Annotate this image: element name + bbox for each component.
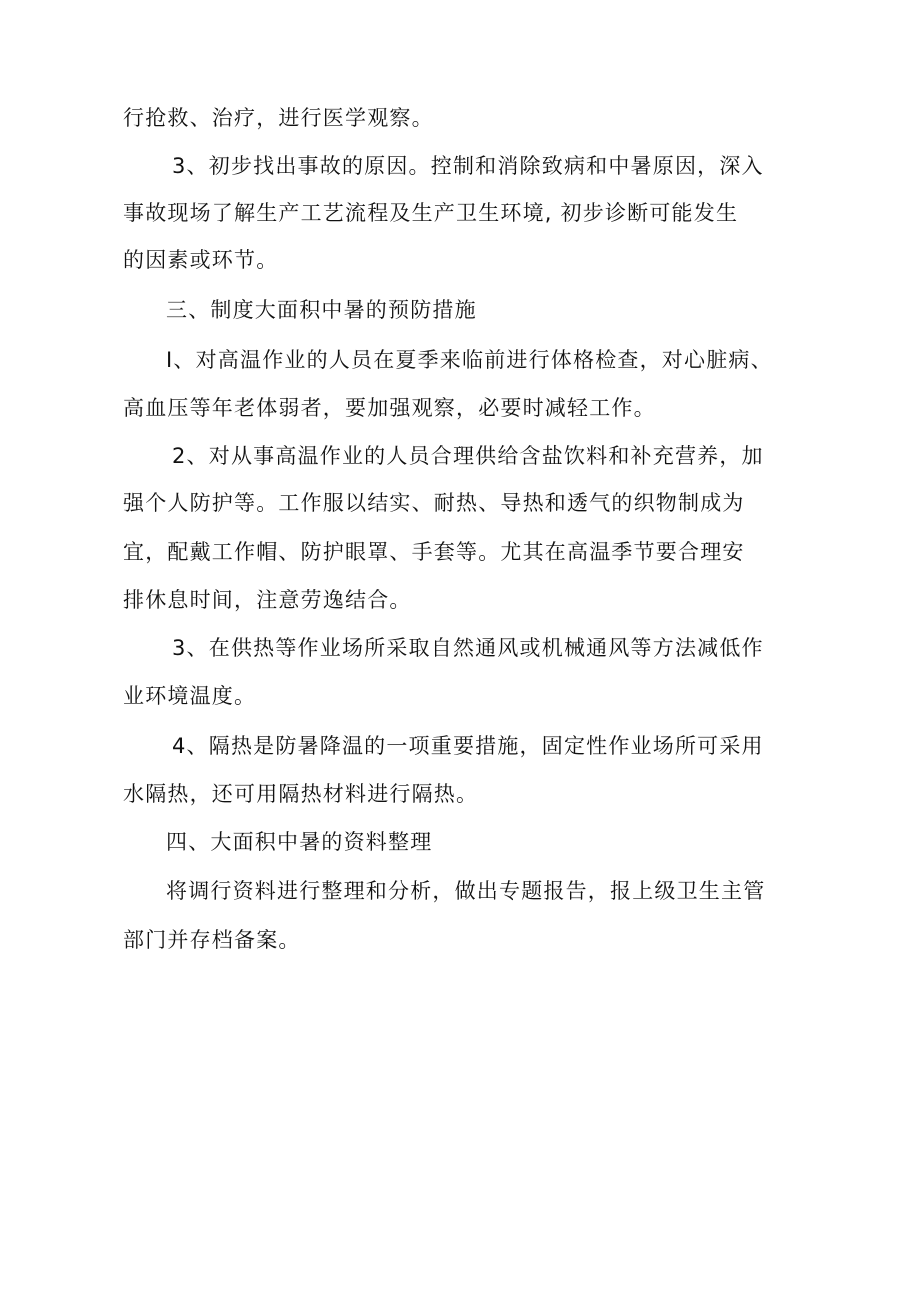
text-line-11: 排休息时间，注意劳逸结合。 xyxy=(123,588,412,612)
text-line-17: 将调行资料进行整理和分析，做出专题报告，报上级卫生主管 xyxy=(166,879,766,903)
text-line-4: 的因素或环节。 xyxy=(123,248,279,272)
text-line-18: 部门并存档备案。 xyxy=(123,928,301,952)
text-line-2: 3、初步找出事故的原因。控制和消除致病和中暑原因，深入 xyxy=(172,154,764,178)
text-line-10: 宜，配戴工作帽、防护眼罩、手套等。尤其在高温季节要合理安 xyxy=(123,540,745,564)
section-heading-4: 四、大面积中暑的资料整理 xyxy=(166,830,433,854)
text-line-3: 事故现场了解生产工艺流程及生产卫生环境, 初步诊断可能发生 xyxy=(123,201,739,225)
text-line-13: 业环境温度。 xyxy=(123,684,257,708)
section-heading-3: 三、制度大面积中暑的预防措施 xyxy=(166,298,477,322)
text-line-12: 3、在供热等作业场所采取自然通风或机械通风等方法减低作 xyxy=(172,636,764,660)
text-line-7: 高血压等年老体弱者，要加强观察，必要时减轻工作。 xyxy=(123,396,656,420)
text-line-6: I、对高温作业的人员在夏季来临前进行体格检查，对心脏病、 xyxy=(166,348,773,372)
text-line-9: 强个人防护等。工作服以结实、耐热、导热和透气的织物制成为 xyxy=(123,491,745,515)
text-line-1: 行抢救、治疗，进行医学观察。 xyxy=(123,106,434,130)
text-line-15: 水隔热，还可用隔热材料进行隔热。 xyxy=(123,782,479,806)
text-line-8: 2、对从事高温作业的人员合理供给含盐饮料和补充营养，加 xyxy=(172,444,764,468)
text-line-14: 4、隔热是防暑降温的一项重要措施，固定性作业场所可采用 xyxy=(172,734,764,758)
